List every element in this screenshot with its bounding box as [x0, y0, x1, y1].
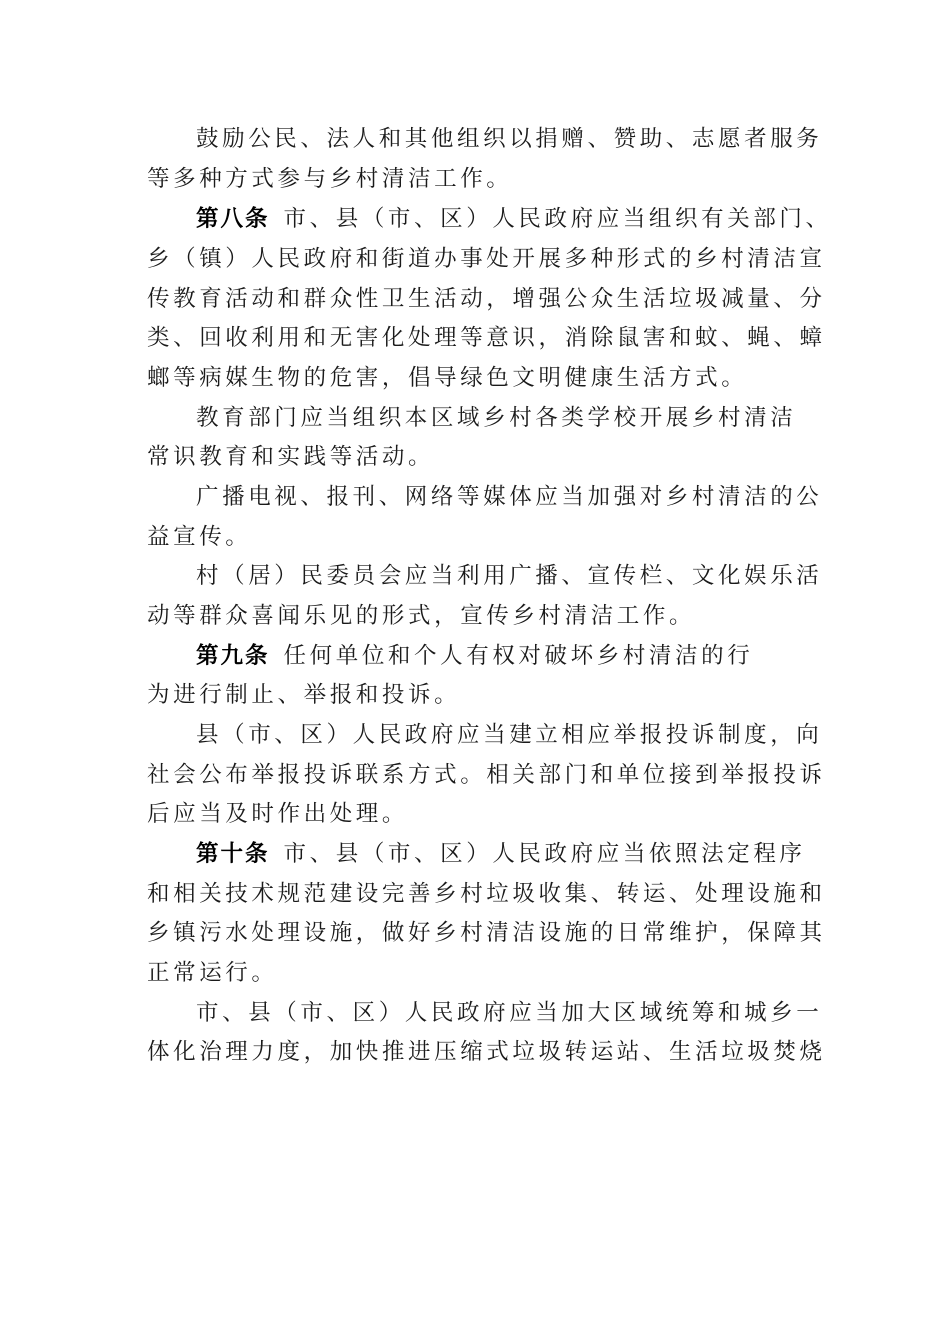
text-line	[147, 879, 826, 909]
text-line	[147, 958, 278, 988]
text-line	[196, 720, 822, 750]
article-9-heading-line	[196, 641, 753, 671]
text-line	[147, 522, 251, 552]
line-text: 益宣传。	[147, 524, 252, 550]
text-line	[147, 363, 747, 393]
line-text: 县（市、区）人民政府应当建立相应举报投诉制度，向	[196, 722, 823, 748]
line-text: 体化治理力度，加快推进压缩式垃圾转运站、生活垃圾焚烧	[147, 1039, 826, 1065]
text-line	[147, 680, 460, 710]
text-line	[147, 760, 826, 790]
line-text: 为进行制止、举报和投诉。	[147, 682, 461, 708]
article-number: 第十条	[196, 841, 270, 867]
line-text: 后应当及时作出处理。	[147, 801, 409, 827]
line-text: 市、县（市、区）人民政府应当加大区域统筹和城乡一	[196, 1000, 823, 1026]
line-text: 常识教育和实践等活动。	[147, 444, 435, 470]
text-line	[147, 1037, 826, 1067]
text-line	[147, 164, 512, 194]
line-text: 市、县（市、区）人民政府应当依照法定程序	[283, 841, 806, 867]
line-text: 和相关技术规范建设完善乡村垃圾收集、转运、处理设施和	[147, 881, 826, 907]
text-line	[147, 601, 695, 631]
line-text: 动等群众喜闻乐见的形式，宣传乡村清洁工作。	[147, 603, 696, 629]
line-text: 市、县（市、区）人民政府应当组织有关部门、	[283, 206, 832, 232]
line-text: 教育部门应当组织本区域乡村各类学校开展乡村清洁	[196, 405, 797, 431]
article-number: 第九条	[196, 643, 270, 669]
line-text: 正常运行。	[147, 960, 278, 986]
text-line	[147, 284, 826, 314]
text-line	[196, 403, 796, 433]
article-number: 第八条	[196, 206, 270, 232]
line-text: 等多种方式参与乡村清洁工作。	[147, 166, 513, 192]
line-text: 乡（镇）人民政府和街道办事处开展多种形式的乡村清洁宣	[147, 246, 826, 272]
text-line	[196, 124, 822, 154]
line-text: 鼓励公民、法人和其他组织以捐赠、赞助、志愿者服务	[196, 126, 823, 152]
text-line	[147, 442, 434, 472]
text-line	[196, 998, 822, 1028]
text-line	[147, 918, 826, 948]
line-text: 任何单位和个人有权对破坏乡村清洁的行	[283, 643, 754, 669]
line-text: 螂等病媒生物的危害，倡导绿色文明健康生活方式。	[147, 365, 748, 391]
text-line	[147, 323, 826, 353]
line-text: 传教育活动和群众性卫生活动，增强公众生活垃圾减量、分	[147, 286, 826, 312]
line-text: 广播电视、报刊、网络等媒体应当加强对乡村清洁的公	[196, 484, 823, 510]
line-text: 村（居）民委员会应当利用广播、宣传栏、文化娱乐活	[196, 563, 823, 589]
text-line	[196, 482, 822, 512]
line-text: 社会公布举报投诉联系方式。相关部门和单位接到举报投诉	[147, 762, 826, 788]
article-8-heading-line	[196, 204, 832, 234]
line-text: 类、回收利用和无害化处理等意识，消除鼠害和蚊、蝇、蟑	[147, 325, 826, 351]
text-line	[147, 244, 826, 274]
text-line	[196, 561, 822, 591]
article-10-heading-line	[196, 839, 806, 869]
line-text: 乡镇污水处理设施，做好乡村清洁设施的日常维护，保障其	[147, 920, 826, 946]
text-line	[147, 799, 408, 829]
